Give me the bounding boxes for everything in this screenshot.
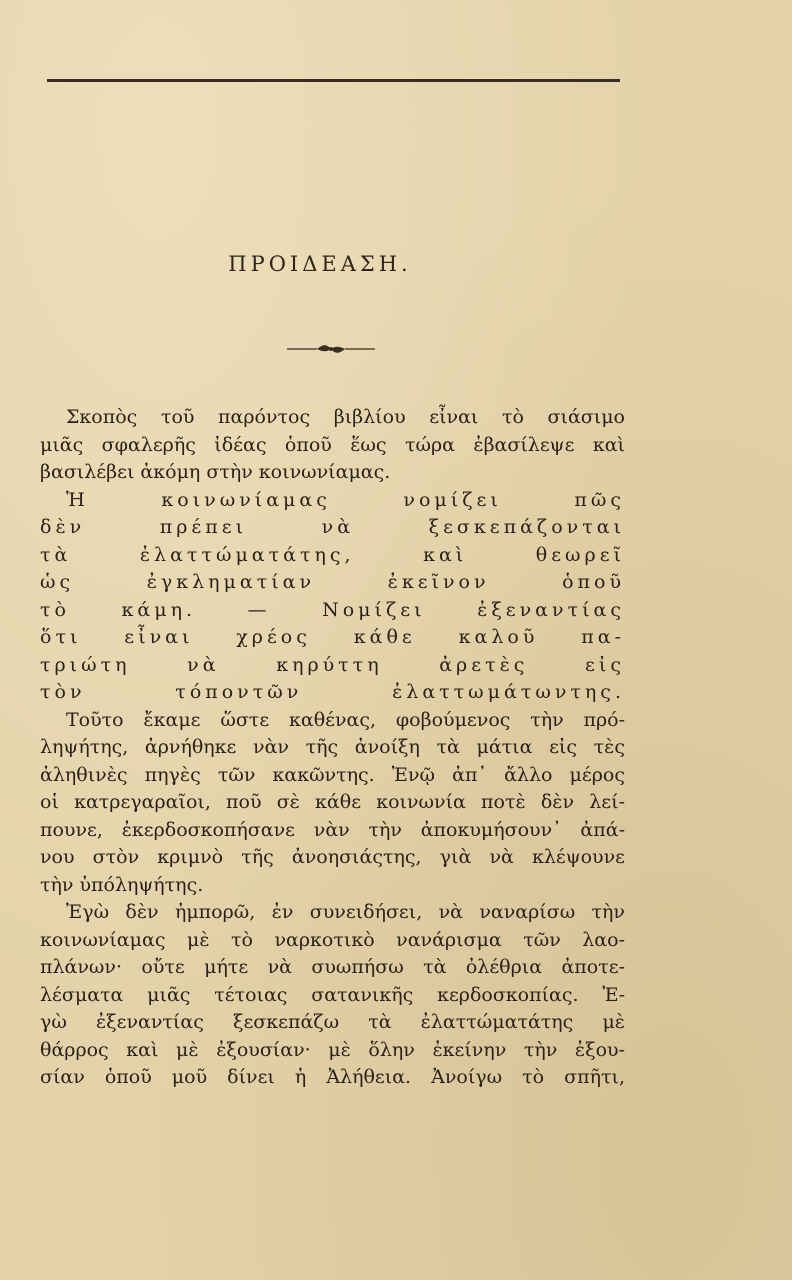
body-text <box>40 404 625 1092</box>
ornament-divider <box>287 342 375 356</box>
text-line: Τοῦτο ἔκαμε ὥστε καθένας, φοβούμενος τὴν πρό- <box>66 708 625 731</box>
text-line: οἱ κατρεγαραῖοι, ποῦ σὲ κάθε κοινωνία ποτὲ δὲν λεί- <box>40 791 625 813</box>
text-line: ὅτι εἶναι χρέος κάθε καλοῦ πα- <box>40 626 625 648</box>
text-line: τριώτη νὰ κηρύττη ἀρετὲς εἰς <box>40 653 625 676</box>
text-line: βασιλέβει ἀκόμη στὴν κοινωνίαμας. <box>40 461 391 483</box>
text-line: γὼ ἐξεναντίας ξεσκεπάζω τὰ ἐλαττώματάτης μὲ <box>40 1011 625 1033</box>
text-line: Ἡ κοινωνίαμας νομίζει πῶς <box>66 488 625 511</box>
text-line: μιᾶς σφαλερῆς ἰδέας ὁποῦ ἕως τώρα ἐβασίλεψε καὶ <box>40 433 625 456</box>
text-line: νου στὸν κριμνὸ τῆς ἀνοησιάςτης, γιὰ νὰ κλέψουνε <box>40 846 625 868</box>
text-line: πουνε, ἐκερδοσκοπήσανε νὰν τὴν ἀποκυμήσουν᾽ ἀπά- <box>40 818 625 841</box>
text-line: ἀληθινὲς πηγὲς τῶν κακῶντης. Ἐνῷ ἀπ᾽ ἄλλο μέρος <box>40 763 625 786</box>
text-line: κοινωνίαμας μὲ τὸ ναρκοτικὸ νανάρισμα τῶν λαο- <box>40 928 625 951</box>
text-line: θάρρος καὶ μὲ ἐξουσίαν· μὲ ὅλην ἐκείνην τὴν ἐξου- <box>40 1038 625 1061</box>
text-line: Ἐγὼ δὲν ἠμπορῶ, ἐν συνειδήσει, νὰ ναναρίσω τὴν <box>66 901 625 923</box>
text-line: λέσματα μιᾶς τέτοιας σατανικῆς κερδοσκοπίας. Ἐ- <box>40 983 625 1006</box>
text-line: τὴν ὑπόληψήτης. <box>40 873 204 896</box>
page-title: ΠΡΟΙΔΕΑΣΗ. <box>228 252 412 276</box>
top-rule <box>47 79 620 82</box>
text-line: τὸ κάμη. — Νομίζει ἐξεναντίας <box>40 598 625 621</box>
text-line: Σκοπὸς τοῦ παρόντος βιβλίου εἶναι τὸ σιάσιμο <box>66 406 625 428</box>
text-line: ὡς ἐγκληματίαν ἐκεῖνον ὁποῦ <box>40 571 625 593</box>
text-line: δὲν πρέπει νὰ ξεσκεπάζονται <box>40 516 625 538</box>
text-line: ληψήτης, ἀρνήθηκε νὰν τῆς ἀνοίξη τὰ μάτια εἰς τὲς <box>40 736 625 758</box>
text-line: τὸν τόποντῶν ἐλαττωμάτωντης. <box>40 681 625 703</box>
text-line: τὰ ἐλαττώματάτης, καὶ θεωρεῖ <box>40 543 625 566</box>
text-line: σίαν ὁποῦ μοῦ δίνει ἡ Ἀλήθεια. Ἀνοίγω τὸ σπῆτι, <box>40 1066 625 1088</box>
text-line: πλάνων· οὔτε μήτε νὰ συωπήσω τὰ ὀλέθρια ἀποτε- <box>40 956 625 978</box>
